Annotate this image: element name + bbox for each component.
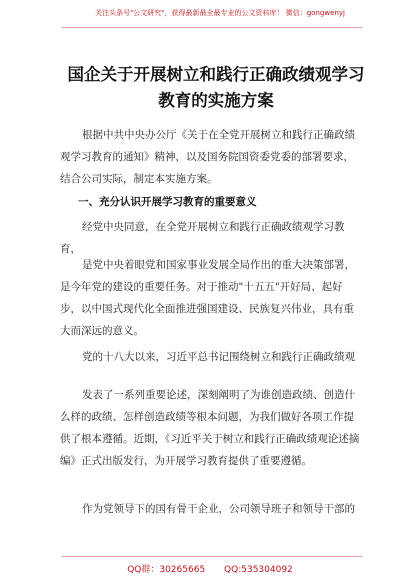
paragraph-3: 党的十八大以来，习近平总书记围绕树立和践行正确政绩观 <box>82 351 355 363</box>
footer-qq: QQ:535304092 <box>224 565 293 575</box>
title-line-1: 国企关于开展树立和践行正确政绩观学习 <box>67 65 365 84</box>
paragraph-4: 发表了一系列重要论述，深刻阐明了为谁创造政绩、创造什么样的政绩、怎样创造政绩等根本问题，为我们做好各项工作提供了根本遵循。近期，《习近平关于树立和践行正确政绩观论述摘编》正式出版发行，为开展学习教育提供了重要遵循。 <box>60 389 360 467</box>
footer-contact <box>60 562 360 575</box>
paragraph-intro: 根据中共中央办公厅《关于在全党开展树立和践行正确政绩观学习教育的通知》精神，以及国务院国资委党委的部署要求，结合公司实际，制定本实施方案。 <box>60 129 355 185</box>
section-heading-1: 一、充分认识开展学习教育的重要意义 <box>78 196 257 208</box>
footer-qq-group: QQ群：30265665 <box>127 565 206 575</box>
document-title <box>56 62 376 114</box>
header-banner: 关注头条号"公文研究"，获得最新最全最专业的公文资料库！ 微信：gongwenyj <box>95 9 345 17</box>
title-line-2: 教育的实施方案 <box>158 91 274 110</box>
header-divider <box>62 27 362 28</box>
footer-divider <box>62 556 362 557</box>
paragraph-5: 作为党领导下的国有骨干企业，公司领导班子和领导干部的 <box>82 503 355 515</box>
paragraph-2: 是党中央着眼党和国家事业发展全局作出的重大决策部署，是今年党的建设的重要任务。对于推动"十五五"开好局、起好步，以中国式现代化全面推进强国建设、民族复兴伟业，具有重大而深远的意义。 <box>60 259 355 337</box>
paragraph-1: 经党中央同意，在全党开展树立和践行正确政绩观学习教育， <box>60 221 345 255</box>
